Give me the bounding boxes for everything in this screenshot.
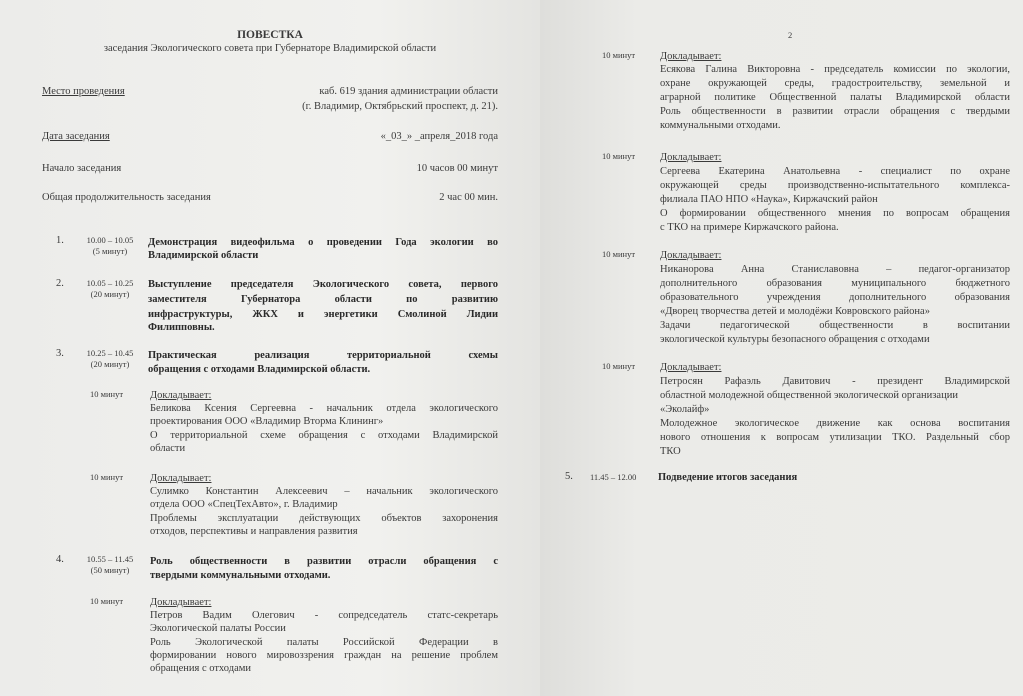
speaker-text: филиала ПАО НПО «Наука», Киржачский район — [660, 194, 878, 205]
item-number: 4. — [56, 554, 64, 565]
speaker-minutes: 10 минут — [602, 50, 636, 60]
item-duration: (20 минут) — [90, 289, 130, 299]
agenda-subtitle: заседания Экологического совета при Губернаторе Владимирской области — [103, 43, 437, 54]
start-value: 10 часов 00 минут — [416, 163, 498, 174]
item-time: 10.05 – 10.25 — [86, 278, 134, 288]
item-duration: (50 минут) — [90, 565, 130, 575]
speaker-text: областной молодежной общественной экологической организации — [660, 390, 958, 401]
speaker-text: Никанорова Анна Станиславовна – педагог-организатор — [660, 264, 1010, 275]
agenda-page-2 — [540, 0, 1023, 696]
speaker-text: области — [150, 443, 186, 454]
agenda-title: ПОВЕСТКА — [237, 29, 303, 41]
item-time: 11.45 – 12.00 — [590, 472, 637, 482]
item-title: Демонстрация видеофильма о проведении Года экологии во — [148, 237, 498, 248]
speaker-label: Докладывает: — [660, 51, 722, 62]
start-label: Начало заседания — [42, 163, 122, 174]
speaker-minutes: 10 минут — [90, 472, 124, 482]
speaker-text: Роль Экологической палаты Российской Федерации в — [150, 637, 498, 648]
speaker-text: Проблемы эксплуатации действующих объектов захоронения — [150, 513, 498, 524]
speaker-minutes: 10 минут — [602, 151, 636, 161]
speaker-text: «Эколайф» — [660, 404, 710, 415]
item-time: 10.55 – 11.45 — [86, 554, 134, 564]
speaker-label: Докладывает: — [660, 362, 722, 373]
speaker-minutes: 10 минут — [602, 249, 636, 259]
speaker-minutes: 10 минут — [90, 596, 124, 606]
item-title: твердыми коммунальными отходами. — [150, 570, 331, 581]
speaker-text: Роль общественности в развитии отрасли обращения с твердыми — [660, 106, 1010, 117]
speaker-text: отходов, перспективы и направления развития — [150, 526, 358, 537]
speaker-text: Сергеева Екатерина Анатольевна - специалист по охране — [660, 166, 1010, 177]
item-title: Роль общественности в развитии отрасли обращения с — [150, 556, 498, 567]
speaker-text: нового отношения к вопросам утилизации ТКО. Раздельный сбор — [660, 432, 1010, 443]
speaker-text: образовательного учреждения дополнительного образования — [660, 292, 1010, 303]
item-title: обращения с отходами Владимирской области. — [148, 364, 371, 375]
speaker-text: ТКО — [660, 446, 681, 457]
speaker-minutes: 10 минут — [90, 389, 124, 399]
speaker-text: экологической культуры безопасного обращения с отходами — [660, 334, 930, 345]
speaker-text: коммунальными отходами. — [660, 120, 781, 131]
duration-label: Общая продолжительность заседания — [42, 192, 211, 203]
item-title: Филипповны. — [148, 322, 215, 333]
page-number: 2 — [788, 30, 793, 40]
speaker-text: с ТКО на примере Киржачского района. — [660, 222, 839, 233]
speaker-text: дополнительного образования муниципального бюджетного — [660, 278, 1010, 289]
speaker-text: Сулимко Константин Алексеевич – начальник экологического — [150, 486, 498, 497]
speaker-text: обращения с отходами — [150, 663, 251, 674]
speaker-text: О формировании общественного мнения по вопросам обращения — [660, 208, 1010, 219]
item-title: Выступление председателя Экологического совета, первого — [148, 279, 498, 290]
speaker-text: Задачи педагогической общественности в воспитании — [660, 320, 1010, 331]
speaker-text: Петров Вадим Олегович - сопредседатель статс-секретарь — [150, 610, 498, 621]
speaker-text: О территориальной схеме обращения с отходами Владимирской — [150, 430, 498, 441]
speaker-label: Докладывает: — [660, 152, 722, 163]
speaker-text: Есякова Галина Викторовна - председатель комиссии по экологии, — [660, 64, 1010, 75]
speaker-label: Докладывает: — [150, 390, 212, 401]
item-title: инфраструктуры, ЖКХ и энергетики Смолиной Лидии — [148, 309, 498, 320]
item-number: 1. — [56, 235, 64, 246]
item-title: Практическая реализация территориальной схемы — [148, 350, 498, 361]
speaker-text: Экологической палаты России — [150, 623, 286, 634]
item-duration: (5 минут) — [92, 246, 128, 256]
speaker-label: Докладывает: — [150, 597, 212, 608]
speaker-text: Беликова Ксения Сергеевна - начальник отдела экологического — [150, 403, 498, 414]
speaker-text: отдела ООО «СпецТехАвто», г. Владимир — [150, 499, 338, 510]
item-number: 5. — [565, 471, 573, 482]
speaker-text: формировании нового мировоззрения граждан на решение проблем — [150, 650, 498, 661]
speaker-text: аграрной политике Общественной палаты Владимирской области — [660, 92, 1010, 103]
item-number: 2. — [56, 278, 64, 289]
speaker-text: «Дворец творчества детей и молодёжи Ковровского района» — [660, 306, 930, 317]
speaker-label: Докладывает: — [660, 250, 722, 261]
item-title: Владимирской области — [148, 250, 259, 261]
item-time: 10.00 – 10.05 — [86, 235, 134, 245]
speaker-text: проектирования ООО «Владимир Вторма Клининг» — [150, 416, 384, 427]
place-label: Место проведения — [42, 86, 125, 97]
speaker-label: Докладывает: — [150, 473, 212, 484]
date-label: Дата заседания — [42, 131, 110, 142]
speaker-text: окружающей среды производственно-испытательного комплекса- — [660, 180, 1010, 191]
item-title: Подведение итогов заседания — [658, 472, 798, 483]
date-value: «_03_» _апреля_2018 года — [380, 131, 498, 142]
speaker-minutes: 10 минут — [602, 361, 636, 371]
item-title: заместителя Губернатора области по развитию — [148, 294, 498, 305]
speaker-text: Молодежное экологическое движение как основа воспитания — [660, 418, 1010, 429]
place-value-1: каб. 619 здания администрации области — [319, 86, 498, 97]
speaker-text: Петросян Рафаэль Давитович - президент Владимирской — [660, 376, 1010, 387]
speaker-text: охране окружающей среды, градостроительству, земельной и — [660, 78, 1010, 89]
item-number: 3. — [56, 348, 64, 359]
duration-value: 2 час 00 мин. — [439, 192, 498, 203]
item-duration: (20 минут) — [90, 359, 130, 369]
place-value-2: (г. Владимир, Октябрьский проспект, д. 21). — [302, 101, 498, 112]
item-time: 10.25 – 10.45 — [86, 348, 134, 358]
